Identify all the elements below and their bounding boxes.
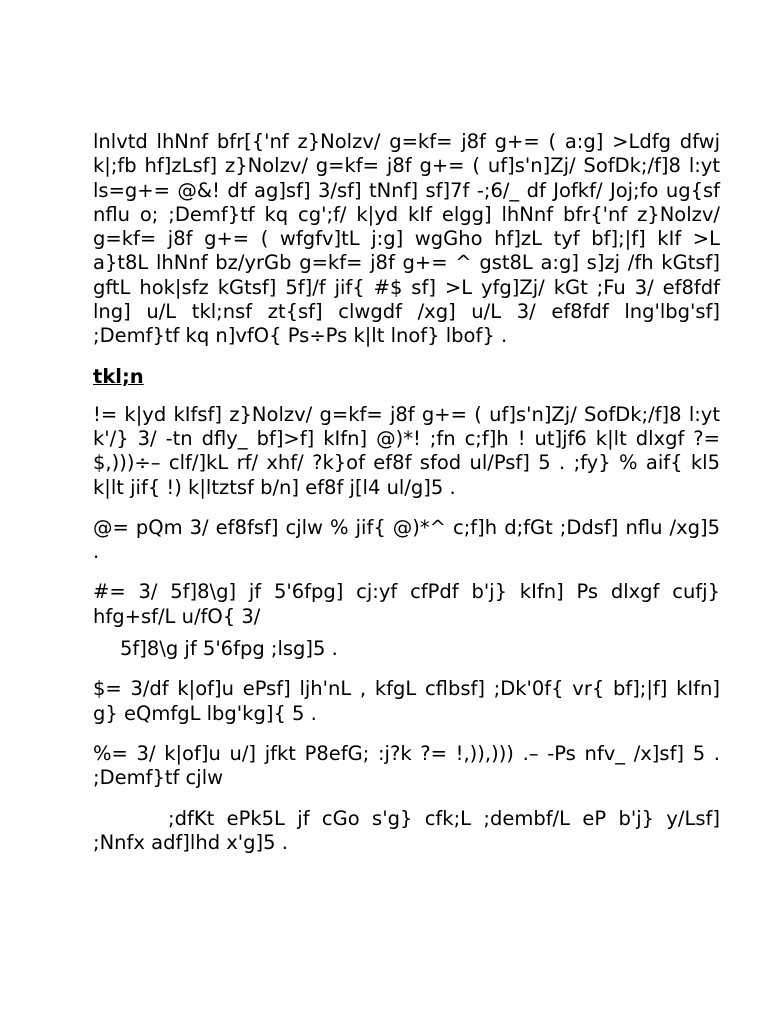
document-page (93, 130, 720, 871)
clause-1: != k|yd kIfsf] z}Nolzv/ g=kf= j8f g+= ( uf]s'n]Zj/ SofDk;/f]8 l:yt k'/} 3/ -tn dfly_ bf]>f] kIfn] @)*! ;fn c;f]h ! ut]jf6 k|lt dlxgf ?= $,)))÷– clf/]kL rf/ xhf/ ?k}of ef8f sfod ul/Psf] 5 . ;fy} % aif{ kl5 k|lt jif{ !) k|ltztsf b/n] ef8f j[l4 ul/g]5 . (93, 402, 720, 499)
clause-4: $= 3/df k|of]u ePsf] ljh'nL , kfgL cflbsf] ;Dk'0f{ vr{ bf];|f] kIfn] g} eQmfgL lbg'kg]{ 5 . (93, 677, 720, 725)
clause-2: @= pQm 3/ ef8fsf] cjlw % jif{ @)*^ c;f]h d;fGt ;Ddsf] nflu /xg]5 . (93, 515, 720, 564)
clause-5-continuation: ;dfKt ePk5L jf cGo s'g} cfk;L ;dembf/L eP b'j} y/Lsf] ;Nnfx adf]lhd x'g]5 . (93, 806, 720, 854)
clause-3-continuation: 5f]8\g jf 5'6fpg ;lsg]5 . (120, 637, 338, 661)
clause-5: %= 3/ k|of]u u/] jfkt P8efG; :j?k ?= !,)),))) .– -Ps nfv_ /x]sf] 5 . ;Demf}tf cjlw (93, 741, 720, 790)
section-heading: tkl;n (93, 364, 144, 388)
clause-3: #= 3/ 5f]8\g] jf 5'6fpg] cj:yf cfPdf b'j} kIfn] Ps dlxgf cufj} hfg+sf/L u/fO{ 3/ (93, 580, 720, 628)
intro-paragraph: lnlvtd lhNnf bfr[{'nf z}Nolzv/ g=kf= j8f g+= ( a:g] >Ldfg dfwj k|;fb hf]zLsf] z}Nolzv/ g=kf= j8f g+= ( uf]s'n]Zj/ SofDk;/f]8 l:yt ls=g+= @&! df ag]sf] 3/sf] tNnf] sf]7f -;6/_ df Jofkf/ Joj;fo ug{sf nflu o; ;Demf}tf kq cg';f/ k|yd kIf elgg] lhNnf bfr{'nf z}Nolzv/ g=kf= j8f g+= ( wfgfv]tL j:g] wgGho hf]zL tyf bf];|f] kIf >L a}t8L lhNnf bz/yrGb g=kf= j8f g+= ^ gst8L a:g] s]zj /fh kGtsf] gftL hok|sfz kGtsf] 5f]/f jif{ #$ sf] >L yfg]Zj/ kGt ;Fu 3/ ef8fdf lng] u/L tkl;nsf zt{sf] clwgdf /xg] u/L 3/ ef8fdf lng'lbg'sf] ;Demf}tf kq n]vfO{ Ps÷Ps k|lt lnof} lbof} . (93, 130, 720, 348)
